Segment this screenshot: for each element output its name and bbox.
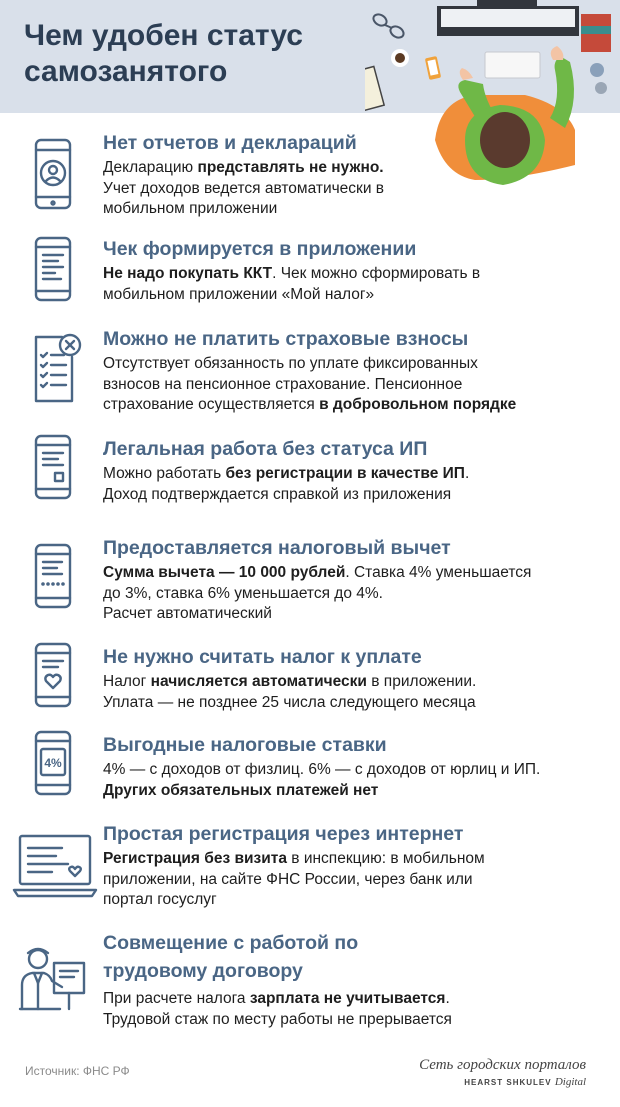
brand-name: HEARST SHKULEV (464, 1078, 552, 1087)
checklist-cancel-icon (22, 329, 82, 407)
benefit-title: Легальная работа без статуса ИП (103, 438, 428, 460)
bold-text: Не надо покупать ККТ (103, 265, 273, 282)
text: страхование осуществляется (103, 396, 320, 413)
description-line (103, 1010, 452, 1031)
benefit-description (103, 264, 480, 305)
description-line (103, 760, 540, 781)
brand-suffix: Digital (554, 1076, 586, 1088)
description-line (103, 989, 452, 1010)
benefit-title-line-1: Совмещение с работой по (103, 932, 359, 954)
description-line (103, 158, 384, 179)
laptop-icon (12, 830, 98, 908)
text: Учет доходов ведется автоматически в (103, 179, 385, 197)
benefit-title: Не нужно считать налог к уплате (103, 646, 422, 668)
text: Налог (103, 673, 151, 690)
benefit-title-line-2: трудовому договору (103, 960, 303, 982)
phone-percent-icon (22, 729, 82, 807)
description-line (103, 395, 516, 416)
text: Доход подтверждается справкой из приложения (103, 485, 452, 503)
description-line (103, 485, 469, 506)
page-title (24, 18, 303, 90)
benefit-description (103, 563, 531, 625)
text: Декларацию (103, 159, 198, 176)
benefit-description (103, 672, 476, 713)
phone-calculator-icon (22, 542, 82, 620)
benefit-title: Простая регистрация через интернет (103, 823, 464, 845)
text: . (464, 465, 470, 482)
worker-presentation-icon (16, 943, 88, 1021)
text: Трудовой стаж по месту работы не прерывается (103, 1010, 452, 1028)
brand-line-1: Сеть городских порталов (419, 1057, 586, 1073)
benefit-description (103, 354, 516, 416)
benefit-description (103, 989, 452, 1030)
text: . Чек можно сформировать в (272, 265, 481, 282)
pen-holder-icon (590, 63, 604, 77)
phone-receipt-icon (22, 235, 82, 313)
text: Отсутствует обязанность по уплате фиксированных (103, 355, 478, 372)
bold-text: Регистрация без визита (103, 850, 287, 867)
bold-text: Сумма вычета — 10 000 рублей (103, 564, 346, 581)
description-line (103, 604, 531, 625)
source-note: Источник: ФНС РФ (25, 1064, 130, 1078)
text: 4% — с доходов от физлиц. 6% — с доходов от юрлиц и ИП. (103, 761, 541, 778)
text: При расчете налога (103, 990, 250, 1007)
keyboard-icon (485, 52, 540, 78)
phone-user-icon (22, 137, 82, 215)
brand-logo (419, 1057, 586, 1088)
benefit-title (103, 929, 358, 985)
bold-text: зарплата не учитывается (249, 990, 446, 1007)
brand-line-2 (419, 1076, 586, 1088)
description-line (103, 849, 485, 870)
description-line (103, 672, 476, 693)
description-line (103, 375, 516, 396)
text: в инспекцию: в мобильном (286, 850, 485, 867)
benefit-title: Чек формируется в приложении (103, 238, 417, 260)
description-line (103, 285, 480, 306)
description-line (103, 199, 384, 220)
text: Можно работать (103, 465, 226, 482)
text: . (445, 990, 450, 1007)
benefit-title: Предоставляется налоговый вычет (103, 537, 451, 559)
benefit-description (103, 849, 485, 911)
person-at-desk-illustration (365, 0, 620, 200)
text: мобильном приложении «Мой налог» (103, 285, 375, 303)
title-line-1: Чем удобен статус (24, 19, 303, 52)
description-line (103, 890, 485, 911)
coffee-cup-icon (391, 49, 409, 67)
text: в приложении. (366, 673, 477, 690)
benefit-description (103, 158, 384, 220)
benefit-title: Нет отчетов и деклараций (103, 132, 357, 154)
book-stack-icon (581, 14, 611, 52)
description-line (103, 870, 485, 891)
text: . Ставка 4% уменьшается (345, 564, 532, 581)
description-line (103, 781, 540, 802)
description-line (103, 693, 476, 714)
benefit-description (103, 760, 540, 801)
bold-text: Других обязательных платежей нет (103, 781, 379, 799)
description-line (103, 179, 384, 200)
percent-label: 4% (44, 756, 62, 770)
phone-heart-icon (22, 641, 82, 719)
text: Расчет автоматический (103, 605, 272, 622)
description-line (103, 584, 531, 605)
text: взносов на пенсионное страхование. Пенсионное (103, 375, 463, 393)
bold-text: представлять не нужно. (197, 159, 384, 176)
phone-document-icon (22, 433, 82, 511)
title-line-2: самозанятого (24, 55, 228, 88)
text: до 3%, ставка 6% уменьшается до 4%. (103, 584, 383, 602)
text: мобильном приложении (103, 200, 278, 217)
bold-text: начисляется автоматически (150, 673, 367, 690)
text: Уплата — не позднее 25 числа следующего месяца (103, 693, 476, 711)
benefit-title: Выгодные налоговые ставки (103, 734, 387, 756)
description-line (103, 464, 469, 485)
description-line (103, 563, 531, 584)
text: приложении, на сайте ФНС России, через банк или (103, 870, 473, 888)
description-line (103, 264, 480, 285)
benefit-description (103, 464, 469, 505)
bold-text: без регистрации в качестве ИП (225, 465, 465, 482)
bold-text: в добровольном порядке (319, 396, 517, 413)
description-line (103, 354, 516, 375)
benefit-title: Можно не платить страховые взносы (103, 328, 469, 350)
text: портал госуслуг (103, 891, 217, 908)
